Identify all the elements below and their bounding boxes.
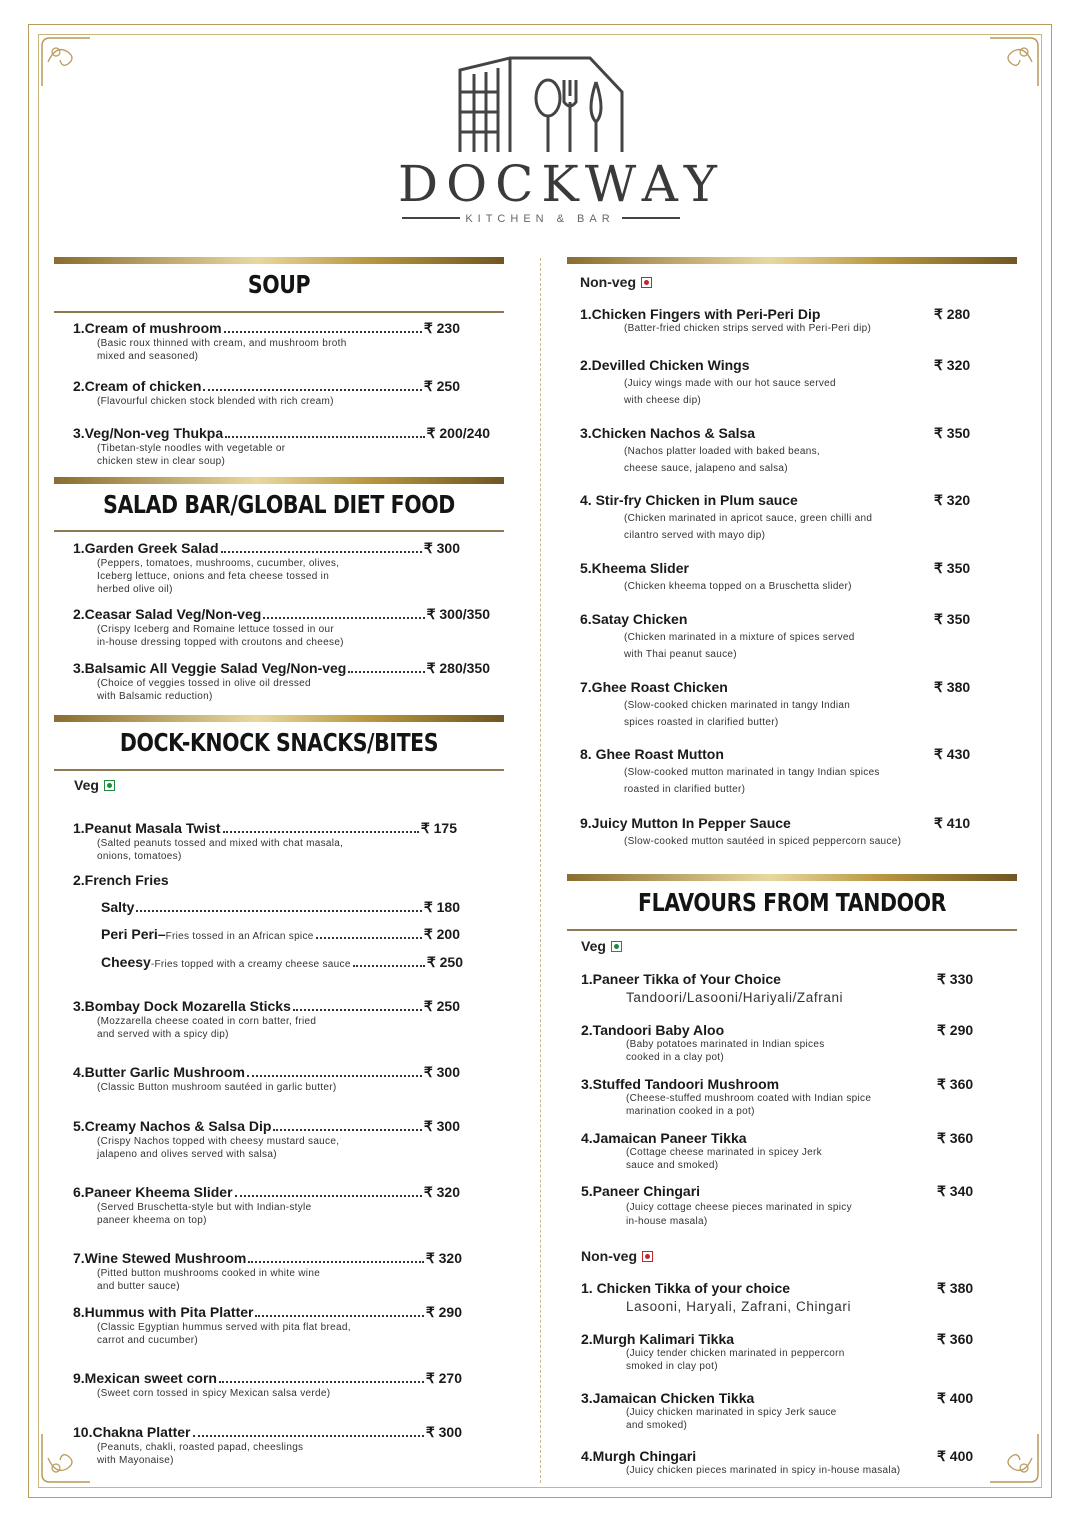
menu-item — [580, 611, 980, 663]
item-name: 4.Jamaican Paneer Tikka — [581, 1130, 747, 1146]
item-desc: chicken stew in clear soup) — [97, 456, 226, 467]
menu-item — [73, 540, 460, 596]
item-desc: with Balsamic reduction) — [97, 691, 213, 702]
menu-item — [580, 357, 980, 409]
item-desc: (Peppers, tomatoes, mushrooms, cucumber, olives, — [97, 558, 340, 569]
nonveg-label — [581, 1248, 653, 1264]
item-name: 2.Cream of chicken — [73, 378, 202, 394]
item-price: ₹ 300 — [423, 1118, 460, 1134]
gold-bar — [567, 257, 1017, 264]
menu-item — [73, 1304, 462, 1347]
item-desc: Iceberg lettuce, onions and feta cheese tossed in — [97, 571, 330, 582]
item-name: 5.Paneer Chingari — [581, 1183, 701, 1199]
item-desc: (Chicken kheema topped on a Bruschetta slider) — [624, 581, 852, 592]
menu-item — [580, 425, 980, 477]
menu-item — [581, 1448, 981, 1477]
item-price: ₹ 280/350 — [426, 660, 490, 676]
item-desc: in-house dressing topped with croutons and cheese) — [97, 637, 344, 648]
veg-mark-icon — [104, 780, 115, 791]
item-desc: (Juicy chicken pieces marinated in spicy in-house masala) — [626, 1465, 901, 1476]
item-desc: (Cottage cheese marinated in spicey Jerk — [626, 1147, 822, 1158]
item-price: ₹ 290 — [425, 1304, 462, 1320]
item-desc: paneer kheema on top) — [97, 1215, 207, 1226]
item-price: ₹ 320 — [934, 492, 971, 508]
item-desc: mixed and seasoned) — [97, 351, 199, 362]
variant-note: Fries tossed in an African spice — [165, 931, 314, 942]
item-name: 5.Creamy Nachos & Salsa Dip — [73, 1118, 272, 1134]
item-price: ₹ 380 — [937, 1280, 974, 1296]
item-price: ₹ 175 — [420, 820, 457, 836]
item-name: 6.Satay Chicken — [580, 611, 688, 627]
item-desc: with Thai peanut sauce) — [624, 649, 737, 660]
item-name: 9.Juicy Mutton In Pepper Sauce — [580, 815, 791, 831]
item-price: ₹ 400 — [937, 1448, 974, 1464]
item-desc: onions, tomatoes) — [97, 851, 182, 862]
item-name: 2.Murgh Kalimari Tikka — [581, 1331, 735, 1347]
nonveg-label — [580, 274, 652, 290]
item-name: 7.Wine Stewed Mushroom — [73, 1250, 247, 1266]
menu-item — [73, 425, 490, 468]
item-desc: (Classic Egyptian hummus served with pita flat bread, — [97, 1322, 351, 1333]
item-desc: (Slow-cooked chicken marinated in tangy Indian — [624, 700, 851, 711]
fries-variant — [101, 926, 460, 943]
item-desc: cooked in a clay pot) — [626, 1052, 725, 1063]
menu-item — [73, 1118, 460, 1161]
item-price: ₹ 270 — [425, 1370, 462, 1386]
item-name: 10.Chakna Platter — [73, 1424, 191, 1440]
item-name: 3.Veg/Non-veg Thukpa — [73, 425, 224, 441]
item-desc: (Juicy chicken marinated in spicy Jerk sauce — [626, 1407, 837, 1418]
section-underline — [54, 530, 504, 532]
veg-label — [581, 938, 622, 954]
nonveg-mark-icon — [641, 277, 652, 288]
variant-price: ₹ 250 — [426, 954, 463, 970]
fries-variant — [101, 899, 460, 916]
item-desc: roasted in clarified butter) — [624, 784, 746, 795]
item-desc: jalapeno and olives served with salsa) — [97, 1149, 277, 1160]
menu-item — [581, 1280, 981, 1314]
item-name: 5.Kheema Slider — [580, 560, 689, 576]
item-desc: (Chicken marinated in apricot sauce, green chilli and — [624, 513, 873, 524]
item-desc: (Juicy wings made with our hot sauce served — [624, 378, 836, 389]
menu-item — [580, 679, 980, 731]
gold-bar — [54, 715, 504, 722]
item-name: 1.Garden Greek Salad — [73, 540, 219, 556]
item-price: ₹ 230 — [423, 320, 460, 336]
item-price: ₹ 300 — [423, 1064, 460, 1080]
item-desc: (Slow-cooked mutton marinated in tangy Indian spices — [624, 767, 880, 778]
menu-item — [73, 1424, 462, 1467]
veg-label — [74, 777, 115, 793]
menu-item — [581, 1390, 981, 1432]
menu-item — [580, 746, 980, 798]
corner-ornament-icon — [984, 1428, 1044, 1488]
corner-ornament-icon — [984, 32, 1044, 92]
item-name: 2.Ceasar Salad Veg/Non-veg — [73, 606, 262, 622]
item-desc: (Juicy tender chicken marinated in peppercorn — [626, 1348, 845, 1359]
menu-item-fries — [73, 872, 169, 888]
menu-item — [73, 998, 460, 1041]
menu-item — [580, 492, 980, 544]
menu-item — [73, 320, 460, 363]
variant-price: ₹ 180 — [423, 899, 460, 915]
item-desc: (Salted peanuts tossed and mixed with chat masala, — [97, 838, 344, 849]
variant-name: Cheesy — [101, 954, 151, 970]
column-divider — [540, 258, 541, 1483]
veg-mark-icon — [611, 941, 622, 952]
item-desc: (Choice of veggies tossed in olive oil dressed — [97, 678, 311, 689]
menu-item — [73, 378, 460, 408]
item-desc: smoked in clay pot) — [626, 1361, 718, 1372]
item-name: 7.Ghee Roast Chicken — [580, 679, 728, 695]
item-name: 8. Ghee Roast Mutton — [580, 746, 724, 762]
item-desc: (Batter-fried chicken strips served with Peri-Peri dip) — [624, 323, 872, 334]
item-desc: (Served Bruschetta-style but with Indian-style — [97, 1202, 312, 1213]
item-price: ₹ 300/350 — [426, 606, 490, 622]
item-desc: and smoked) — [626, 1420, 688, 1431]
veg-label-text: Veg — [74, 777, 99, 793]
item-desc: (Sweet corn tossed in spicy Mexican salsa verde) — [97, 1388, 331, 1399]
item-name: 2.Tandoori Baby Aloo — [581, 1022, 725, 1038]
item-name: 4. Stir-fry Chicken in Plum sauce — [580, 492, 798, 508]
item-name: 3.Chicken Nachos & Salsa — [580, 425, 756, 441]
veg-label-text: Veg — [581, 938, 606, 954]
section-title-snacks: DOCK-KNOCK SNACKS/BITES — [119, 728, 439, 757]
item-desc: (Pitted button mushrooms cooked in white wine — [97, 1268, 321, 1279]
nonveg-label-text: Non-veg — [581, 1248, 637, 1264]
item-desc: (Crispy Iceberg and Romaine lettuce tossed in our — [97, 624, 335, 635]
item-name: 1.Peanut Masala Twist — [73, 820, 221, 836]
section-underline — [54, 311, 504, 313]
item-desc: (Slow-cooked mutton sautéed in spiced peppercorn sauce) — [624, 836, 902, 847]
corner-ornament-icon — [36, 32, 96, 92]
item-name: 1.Paneer Tikka of Your Choice — [581, 971, 781, 987]
item-price: ₹ 350 — [934, 560, 971, 576]
item-desc: (Nachos platter loaded with baked beans, — [624, 446, 821, 457]
item-desc: sauce and smoked) — [626, 1160, 719, 1171]
item-price: ₹ 300 — [423, 540, 460, 556]
item-desc: and served with a spicy dip) — [97, 1029, 229, 1040]
variant-name: Peri Peri– — [101, 926, 166, 942]
item-options: Tandoori/Lasooni/Hariyali/Zafrani — [626, 990, 844, 1005]
menu-item — [581, 1183, 981, 1229]
item-price: ₹ 350 — [934, 425, 971, 441]
item-name: 1.Chicken Fingers with Peri-Peri Dip — [580, 306, 821, 322]
item-price: ₹ 280 — [934, 306, 971, 322]
item-name: 3.Balsamic All Veggie Salad Veg/Non-veg — [73, 660, 347, 676]
section-title-soup: SOUP — [247, 270, 311, 299]
item-price: ₹ 250 — [423, 998, 460, 1014]
section-underline — [54, 769, 504, 771]
nonveg-label-text: Non-veg — [580, 274, 636, 290]
menu-item — [73, 606, 490, 649]
item-price: ₹ 360 — [937, 1130, 974, 1146]
section-title-tandoor: FLAVOURS FROM TANDOOR — [637, 888, 947, 917]
item-desc: (Juicy cottage cheese pieces marinated in spicy — [626, 1202, 852, 1213]
item-desc: (Basic roux thinned with cream, and mushroom broth — [97, 338, 347, 349]
item-name: 3.Bombay Dock Mozarella Sticks — [73, 998, 291, 1014]
item-name: 1.Cream of mushroom — [73, 320, 222, 336]
item-desc: spices roasted in clarified butter) — [624, 717, 779, 728]
menu-item — [580, 560, 980, 595]
item-price: ₹ 430 — [934, 746, 971, 762]
item-price: ₹ 320 — [423, 1184, 460, 1200]
item-name: 3.Stuffed Tandoori Mushroom — [581, 1076, 780, 1092]
item-desc: and butter sauce) — [97, 1281, 180, 1292]
menu-item — [73, 1250, 462, 1293]
item-name: 1. Chicken Tikka of your choice — [581, 1280, 791, 1296]
nonveg-mark-icon — [642, 1251, 653, 1262]
item-price: ₹ 360 — [937, 1331, 974, 1347]
item-desc: (Chicken marinated in a mixture of spices served — [624, 632, 855, 643]
item-name: 9.Mexican sweet corn — [73, 1370, 217, 1386]
menu-item — [73, 1370, 462, 1400]
item-price: ₹ 300 — [425, 1424, 462, 1440]
variant-note: -Fries topped with a creamy cheese sauce — [150, 959, 351, 970]
item-desc: (Baby potatoes marinated in Indian spices — [626, 1039, 825, 1050]
item-price: ₹ 380 — [934, 679, 971, 695]
menu-item — [73, 1064, 460, 1094]
item-name: 4.Butter Garlic Mushroom — [73, 1064, 245, 1080]
item-desc: (Peanuts, chakli, roasted papad, cheeslings — [97, 1442, 304, 1453]
item-desc: carrot and cucumber) — [97, 1335, 199, 1346]
fries-variant — [101, 954, 463, 971]
variant-price: ₹ 200 — [423, 926, 460, 942]
item-desc: in-house masala) — [626, 1216, 708, 1227]
item-desc: (Classic Button mushroom sautéed in garlic butter) — [97, 1082, 337, 1093]
item-name: 2.French Fries — [73, 872, 169, 888]
item-price: ₹ 200/240 — [426, 425, 490, 441]
item-name: 2.Devilled Chicken Wings — [580, 357, 750, 373]
item-price: ₹ 350 — [934, 611, 971, 627]
item-desc: (Mozzarella cheese coated in corn batter, fried — [97, 1016, 317, 1027]
item-desc: cheese sauce, jalapeno and salsa) — [624, 463, 788, 474]
menu-item — [580, 815, 980, 850]
menu-item — [581, 971, 981, 1005]
item-desc: (Flavourful chicken stock blended with rich cream) — [97, 396, 334, 407]
item-options: Lasooni, Haryali, Zafrani, Chingari — [626, 1299, 852, 1314]
item-price: ₹ 250 — [423, 378, 460, 394]
menu-item — [581, 1130, 981, 1172]
menu-item — [580, 306, 980, 335]
item-desc: herbed olive oil) — [97, 584, 173, 595]
menu-item — [73, 820, 457, 863]
item-name: 3.Jamaican Chicken Tikka — [581, 1390, 755, 1406]
item-name: 6.Paneer Kheema Slider — [73, 1184, 233, 1200]
gold-bar — [54, 257, 504, 264]
item-price: ₹ 330 — [937, 971, 974, 987]
item-price: ₹ 320 — [425, 1250, 462, 1266]
item-desc: (Tibetan-style noodles with vegetable or — [97, 443, 286, 454]
brand-tagline: KITCHEN & BAR — [465, 213, 615, 225]
menu-item — [581, 1022, 981, 1064]
section-underline — [567, 929, 1017, 931]
menu-item — [581, 1331, 981, 1373]
menu-item — [581, 1076, 981, 1118]
brand-name: DOCKWAY — [398, 155, 725, 213]
item-price: ₹ 320 — [934, 357, 971, 373]
item-desc: (Cheese-stuffed mushroom coated with Indian spice — [626, 1093, 872, 1104]
gold-bar — [567, 874, 1017, 881]
gold-bar — [54, 477, 504, 484]
item-price: ₹ 400 — [937, 1390, 974, 1406]
item-desc: (Crispy Nachos topped with cheesy mustard sauce, — [97, 1136, 340, 1147]
menu-item — [73, 660, 490, 703]
variant-name: Salty — [101, 899, 135, 915]
item-desc: with Mayonaise) — [97, 1455, 174, 1466]
section-title-salad: SALAD BAR/GLOBAL DIET FOOD — [103, 490, 455, 519]
item-price: ₹ 410 — [934, 815, 971, 831]
item-name: 4.Murgh Chingari — [581, 1448, 697, 1464]
item-price: ₹ 290 — [937, 1022, 974, 1038]
item-desc: with cheese dip) — [624, 395, 702, 406]
item-desc: cilantro served with mayo dip) — [624, 530, 766, 541]
menu-item — [73, 1184, 460, 1227]
item-desc: marination cooked in a pot) — [626, 1106, 755, 1117]
item-price: ₹ 340 — [937, 1183, 974, 1199]
item-name: 8.Hummus with Pita Platter — [73, 1304, 254, 1320]
item-price: ₹ 360 — [937, 1076, 974, 1092]
